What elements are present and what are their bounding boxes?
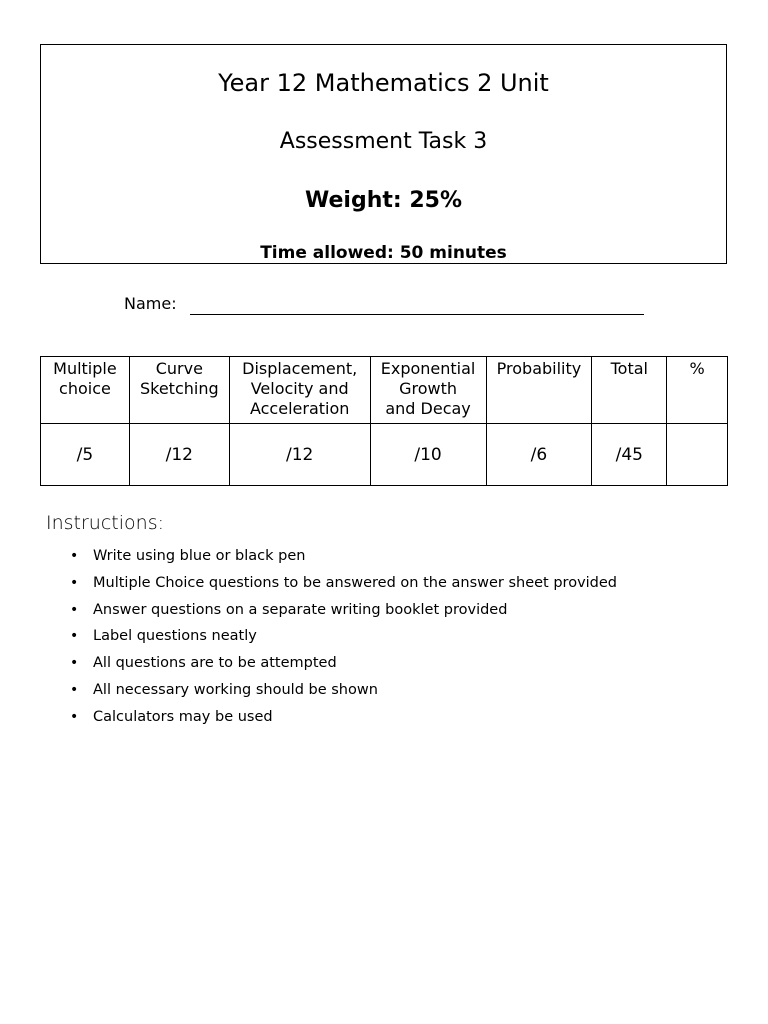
title-box — [40, 44, 727, 264]
list-item: • Calculators may be used — [70, 708, 273, 725]
bullet-icon: • — [70, 548, 79, 564]
table-header-row — [41, 357, 728, 424]
header-curve-sketching: Curve Sketching — [129, 357, 229, 424]
list-item: • All questions are to be attempted — [70, 655, 337, 672]
task-title: Assessment Task 3 — [279, 129, 488, 154]
bullet-icon: • — [70, 628, 79, 645]
header-percent: % — [667, 357, 728, 424]
header-probability: Probability — [486, 357, 592, 424]
mark-total[interactable]: /45 — [592, 424, 667, 486]
bullet-icon: • — [70, 708, 79, 725]
bullet-icon: • — [70, 574, 79, 591]
header-total: Total — [592, 357, 667, 424]
bullet-icon: • — [70, 601, 79, 618]
list-item: • Label questions neatly — [70, 628, 257, 645]
weight-text: Weight: 25% — [305, 188, 462, 213]
header-displacement: Displacement, Velocity and Acceleration — [229, 357, 370, 424]
mark-exponential[interactable]: /10 — [370, 424, 486, 486]
bullet-icon: • — [70, 655, 79, 672]
mark-probability[interactable]: /6 — [486, 424, 592, 486]
mark-multiple-choice[interactable]: /5 — [41, 424, 130, 486]
mark-percent[interactable] — [667, 424, 728, 486]
document-title: Year 12 Mathematics 2 Unit — [218, 69, 549, 97]
list-item: • Write using blue or black pen — [70, 548, 306, 564]
list-item: • All necessary working should be shown — [70, 681, 378, 698]
time-allowed-text: Time allowed: 50 minutes — [260, 243, 507, 263]
name-label: Name: — [124, 294, 177, 313]
table-marks-row — [41, 424, 728, 486]
instructions-list — [70, 546, 617, 734]
mark-curve-sketching[interactable]: /12 — [129, 424, 229, 486]
header-exponential: Exponential Growth and Decay — [370, 357, 486, 424]
header-multiple-choice: Multiple choice — [41, 357, 130, 424]
list-item: • Answer questions on a separate writing booklet provided — [70, 601, 508, 618]
marks-table — [40, 356, 728, 486]
instructions-heading: Instructions: — [46, 512, 164, 534]
mark-displacement[interactable]: /12 — [229, 424, 370, 486]
name-field-line[interactable] — [190, 314, 644, 315]
list-item: • Multiple Choice questions to be answered on the answer sheet provided — [70, 574, 618, 591]
bullet-icon: • — [70, 681, 79, 698]
